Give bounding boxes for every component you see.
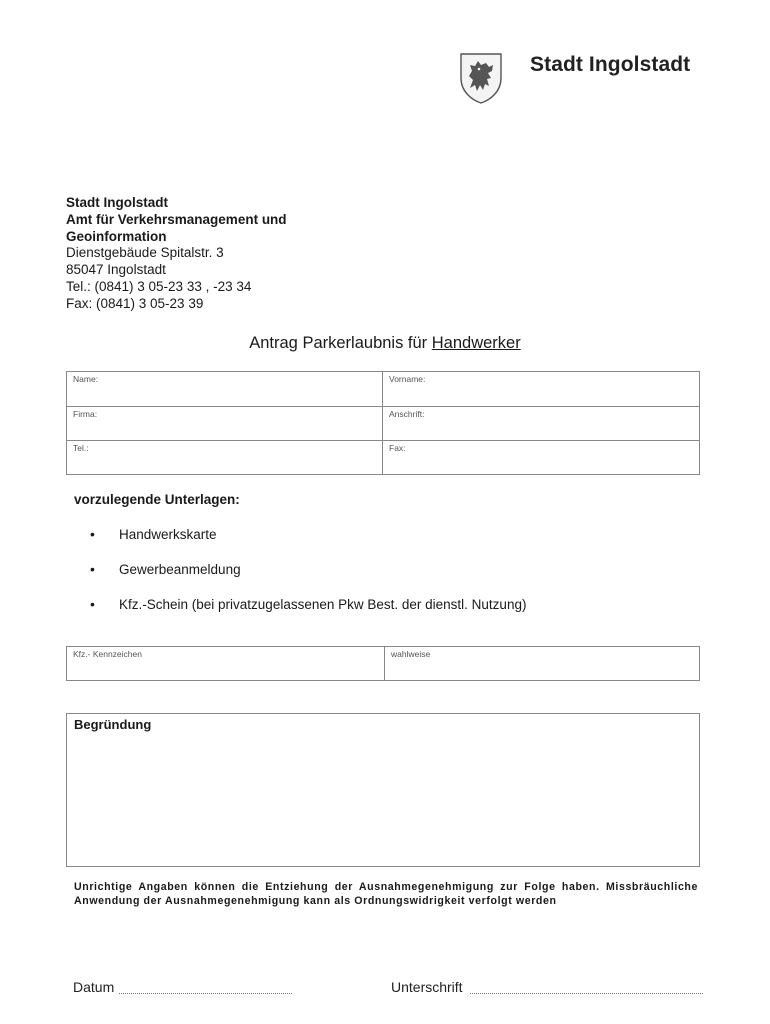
form-title (0, 334, 770, 353)
company-field[interactable] (67, 407, 383, 440)
address-line: Amt für Verkehrsmanagement und (66, 211, 287, 227)
address-block (66, 195, 287, 313)
address-field[interactable] (383, 407, 699, 440)
field-row (67, 372, 699, 406)
field-label: Tel.: (73, 443, 89, 453)
license-plate-field[interactable] (67, 647, 385, 680)
list-item: • Handwerkskarte (88, 527, 526, 562)
optional-plate-field[interactable] (385, 647, 699, 680)
form-title-emphasis: Handwerker (431, 334, 521, 352)
field-row (67, 440, 699, 474)
first-name-field[interactable] (383, 372, 699, 406)
warning-text: Unrichtige Angaben können die Entziehung der Ausnahmegenehmigung zur Folge haben. Missbräuchliche Anwendung der Ausnahmegenehmigung kann als Ordnungswidrigkeit verfolgt werden (74, 881, 698, 908)
reason-field[interactable] (66, 713, 700, 867)
address-line: Tel.: (0841) 3 05-23 33 , -23 34 (66, 278, 252, 294)
field-label: Firma: (73, 409, 98, 419)
documents-list (88, 527, 526, 632)
field-label: Vorname: (389, 374, 426, 384)
field-row (67, 406, 699, 440)
reason-title: Begründung (74, 717, 152, 732)
field-label: Kfz.- Kennzeichen (73, 649, 142, 659)
vehicle-fields-grid (66, 646, 700, 681)
address-line: 85047 Ingolstadt (66, 262, 166, 278)
list-item: • Gewerbeanmeldung (88, 562, 526, 597)
signature-label: Unterschrift (391, 979, 463, 995)
address-line: Fax: (0841) 3 05-23 39 (66, 295, 204, 311)
documents-title: vorzulegende Unterlagen: (74, 492, 240, 507)
coat-of-arms-icon (458, 52, 504, 104)
signature-line[interactable] (470, 993, 703, 994)
date-line[interactable] (119, 993, 292, 994)
address-line: Dienstgebäude Spitalstr. 3 (66, 245, 224, 261)
fax-field[interactable] (383, 441, 699, 474)
date-label: Datum (73, 979, 115, 995)
form-title-prefix: Antrag Parkerlaubnis für (249, 334, 432, 352)
city-title: Stadt Ingolstadt (530, 53, 691, 76)
list-item: • Kfz.-Schein (bei privatzugelassenen Pkw Best. der dienstl. Nutzung) (88, 597, 526, 632)
name-field[interactable] (67, 372, 383, 406)
field-label: Name: (73, 374, 99, 384)
address-line: Geoinformation (66, 228, 167, 244)
phone-field[interactable] (67, 441, 383, 474)
applicant-fields-grid (66, 371, 700, 475)
field-label: Fax: (389, 443, 406, 453)
address-line: Stadt Ingolstadt (66, 195, 168, 210)
field-label: wahlweise (391, 649, 431, 659)
field-label: Anschrift: (389, 409, 425, 419)
